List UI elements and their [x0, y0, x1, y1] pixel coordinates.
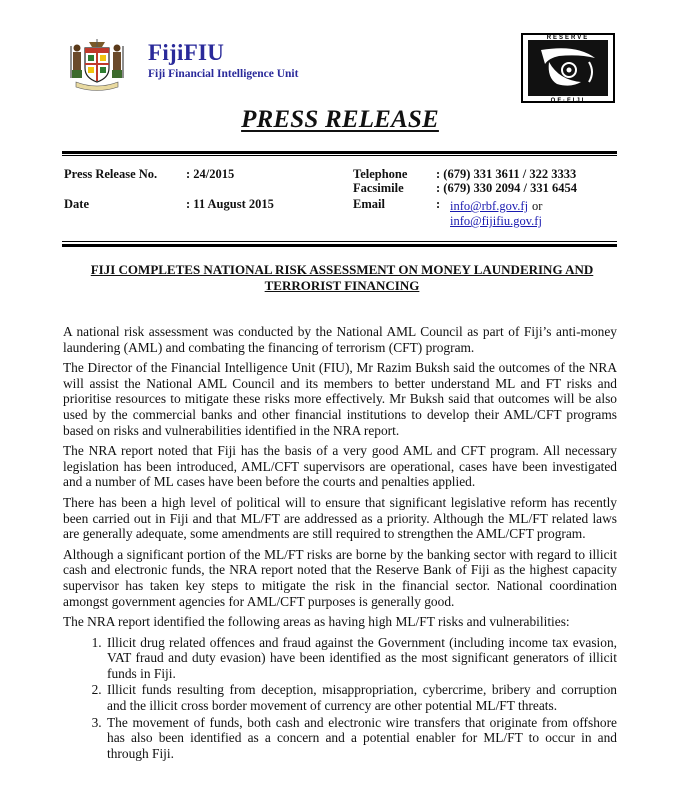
org-name: FijiFIU: [148, 40, 225, 65]
divider-bottom-thin: [62, 241, 617, 242]
press-release-number: : 24/2015: [186, 167, 235, 181]
svg-text:OF·FIJI: OF·FIJI: [550, 98, 586, 104]
email-rbf-link[interactable]: info@rbf.gov.fj: [450, 199, 529, 213]
risk-list: [63, 635, 617, 762]
headline: FIJI COMPLETES NATIONAL RISK ASSESSMENT ON MONEY LAUNDERING AND TERRORIST FINANCING: [90, 262, 594, 293]
paragraph: The NRA report identified the following areas as having high ML/FT risks and vulnerabilities:: [63, 614, 570, 630]
paragraph: Although a significant portion of the ML/FT risks are borne by the banking sector with regard to illicit cash and electronic funds, the NRA report noted that the Reserve Bank of Fiji as the highest capacity supervisor has taken key steps to mitigate the risk in the financial sector. National coordination amongst government agencies for AML/CFT purposes is generally good.: [63, 546, 617, 609]
list-item: 2. Illicit funds resulting from deception, misappropriation, cybercrime, bribery and corruption and the illicit cross border movement of currency are other potential ML/FT threats.: [105, 682, 617, 713]
facsimile-value: : (679) 330 2094 / 331 6454: [436, 181, 577, 195]
email-or-text: or: [532, 199, 543, 213]
fiji-crest-logo: [68, 38, 126, 92]
divider-top: [62, 151, 617, 154]
svg-text:RESERVE: RESERVE: [546, 35, 590, 41]
email-fiu-link[interactable]: info@fijifiu.gov.fj: [450, 214, 542, 228]
date-value: : 11 August 2015: [186, 197, 274, 211]
paragraph: The Director of the Financial Intelligence Unit (FIU), Mr Razim Buksh said the outcomes of the NRA will assist the National AML Council and its members to better understand ML and FT risks and prioritise resources to mitigate these risks more effectively. Mr Buksh said that outcomes will be also used by the commercial banks and other financial institutions to develop their AML/CFT programs based on risks and vulnerabilities identified in the NRA report.: [63, 360, 617, 438]
paragraph: A national risk assessment was conducted by the National AML Council as part of Fiji’s anti-money laundering (AML) and combating the financing of terrorism (CFT) program.: [63, 324, 617, 355]
divider-top-thin: [62, 155, 617, 156]
list-item: 3. The movement of funds, both cash and electronic wire transfers that originate from offshore has also been identified as a concern and a potential enabler for ML/FT to occur in and through Fiji.: [105, 715, 617, 762]
org-subtitle: Fiji Financial Intelligence Unit: [148, 68, 299, 80]
press-release-label: Press Release No.: [64, 167, 158, 181]
email-label: Email: [353, 197, 385, 211]
body-text: [63, 324, 617, 762]
page-title: PRESS RELEASE: [241, 106, 439, 133]
list-item: 1. Illicit drug related offences and fraud against the Government (including income tax evasion, VAT fraud and duty evasion) have been identified as the most significant generators of illicit funds in Fiji.: [105, 635, 617, 682]
email-colon: :: [436, 197, 441, 211]
date-label: Date: [64, 197, 89, 211]
paragraph: There has been a high level of political will to ensure that significant legislative reform has recently been carried out in Fiji and that ML/FT are addressed as a priority. Although the ML/FT related laws are generally adequate, some amendments are still required to strengthen the AML/CFT program.: [63, 494, 617, 542]
telephone-label: Telephone: [353, 167, 408, 181]
telephone-value: : (679) 331 3611 / 322 3333: [436, 167, 577, 181]
paragraph: The NRA report noted that Fiji has the basis of a very good AML and CFT program. All necessary legislation has been introduced, AML/CFT supervisors are operational, cases have been investigated and a number of ML cases have been before the courts and penalties applied.: [63, 443, 617, 490]
facsimile-label: Facsimile: [353, 181, 404, 195]
rbf-logo: [519, 32, 617, 104]
divider-bottom: [62, 244, 617, 247]
email-fiu-row: [450, 212, 542, 230]
